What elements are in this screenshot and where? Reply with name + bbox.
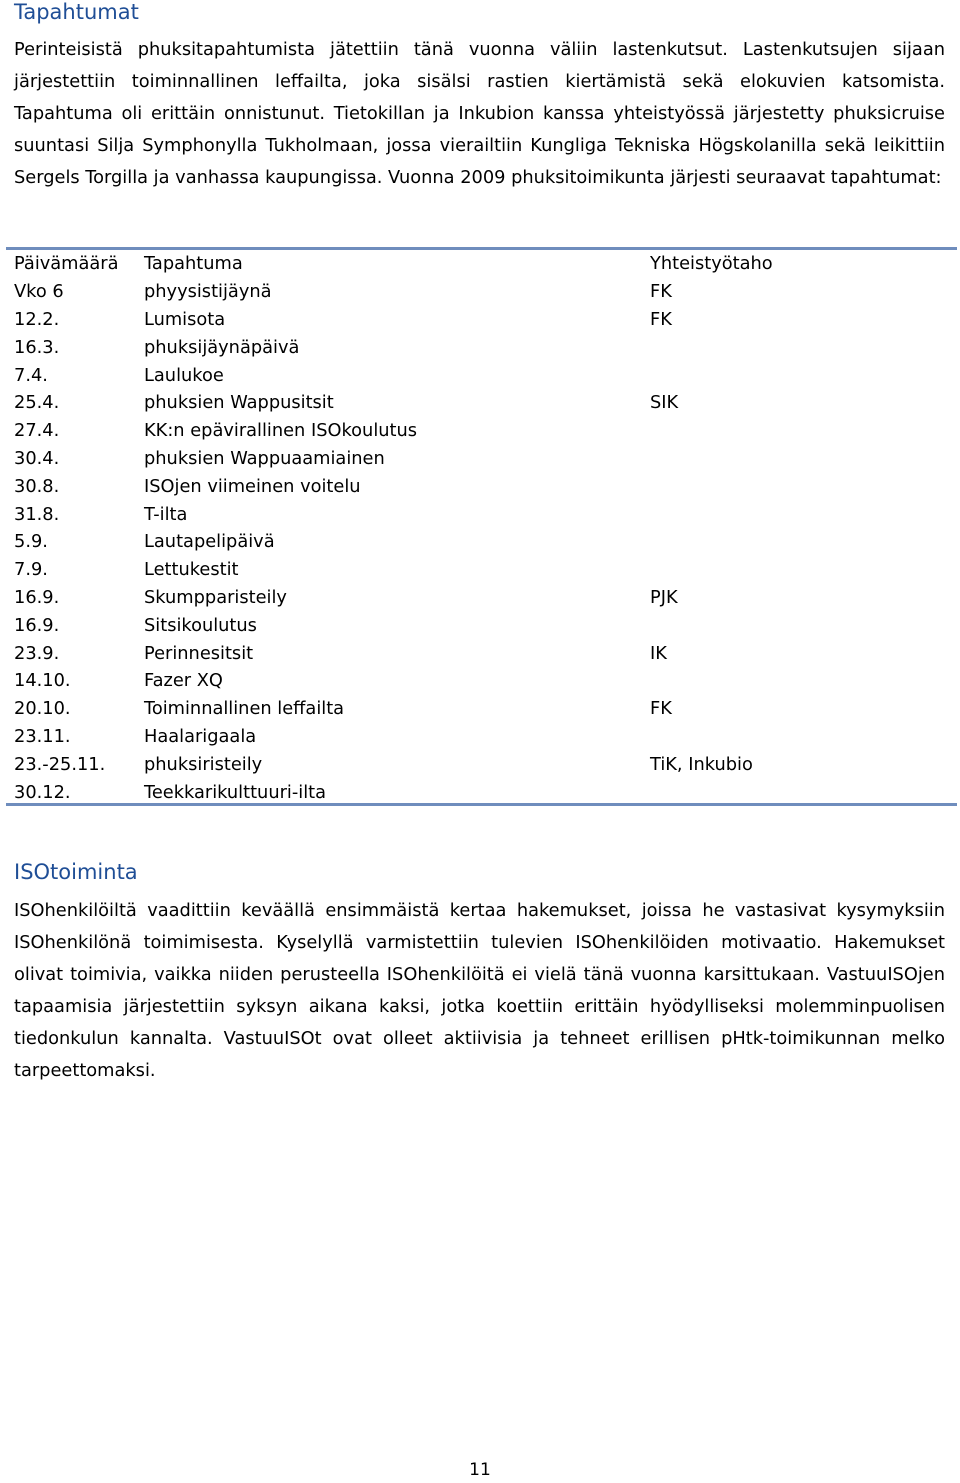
event-partner: PJK xyxy=(650,586,678,608)
event-date: 23.9. xyxy=(14,642,60,664)
event-partner xyxy=(650,417,944,445)
event-partner: SIK xyxy=(650,392,679,414)
table-row xyxy=(14,278,944,306)
table-row xyxy=(14,778,944,806)
table-row xyxy=(14,445,944,473)
event-name: phuksiristeily xyxy=(144,753,263,775)
event-partner xyxy=(650,528,944,556)
table-row xyxy=(14,389,944,417)
table-row xyxy=(14,528,944,556)
event-name: phuksien Wappuaamiainen xyxy=(144,447,385,469)
tapahtumat-paragraph: Perinteisistä phuksitapahtumista jätettiin tänä vuonna väliin lastenkutsut. Lastenkutsujen sijaan järjestettiin toiminnallinen leffailta, joka sisälsi rastien kiertämistä sekä elokuvien katsomista. Tapahtuma oli erittäin onnistunut. Tietokillan ja Inkubion kanssa yhteistyössä järjestetty phuksicruise suuntasi Silja Symphonylla Tukholmaan, jossa vierailtiin Kungliga Tekniska Högskolanilla sekä leikittiin Sergels Torgilla ja vanhassa kaupungissa. Vuonna 2009 phuksitoimikunta järjesti seuraavat tapahtumat: xyxy=(14,39,945,188)
event-partner xyxy=(650,778,944,806)
table-row xyxy=(14,556,944,584)
table-row xyxy=(14,584,944,612)
events-table xyxy=(14,250,944,806)
event-date: 7.4. xyxy=(14,364,48,386)
event-date: 5.9. xyxy=(14,531,48,553)
event-partner xyxy=(650,361,944,389)
event-partner: IK xyxy=(650,642,667,664)
table-row xyxy=(14,695,944,723)
event-partner xyxy=(650,723,944,751)
table-row xyxy=(14,333,944,361)
event-name: Laulukoe xyxy=(144,364,224,386)
event-date: 27.4. xyxy=(14,420,60,442)
table-row xyxy=(14,750,944,778)
event-partner: FK xyxy=(650,308,672,330)
table-row xyxy=(14,500,944,528)
event-name: Haalarigaala xyxy=(144,725,257,747)
event-date: 30.4. xyxy=(14,447,60,469)
event-date: 16.3. xyxy=(14,336,60,358)
event-partner xyxy=(650,472,944,500)
event-partner xyxy=(650,611,944,639)
event-partner: TiK, Inkubio xyxy=(650,753,753,775)
table-header-row xyxy=(14,250,944,278)
event-name: Perinnesitsit xyxy=(144,642,254,664)
event-name: phyysistijäynä xyxy=(144,281,272,303)
event-partner: FK xyxy=(650,698,672,720)
event-name: Toiminnallinen leffailta xyxy=(144,698,345,720)
event-name: Skumpparisteily xyxy=(144,586,287,608)
table-row xyxy=(14,611,944,639)
section-heading-isotoiminta: ISOtoiminta xyxy=(14,860,138,884)
event-partner xyxy=(650,556,944,584)
event-date: 23.-25.11. xyxy=(14,753,106,775)
table-row xyxy=(14,472,944,500)
table-row xyxy=(14,667,944,695)
table-row xyxy=(14,361,944,389)
event-name: Lettukestit xyxy=(144,559,239,581)
event-name: Teekkarikulttuuri-ilta xyxy=(144,781,327,803)
event-name: Lumisota xyxy=(144,308,226,330)
section-heading-tapahtumat: Tapahtumat xyxy=(14,0,139,24)
event-name: phuksien Wappusitsit xyxy=(144,392,334,414)
event-date: 23.11. xyxy=(14,725,71,747)
event-date: Vko 6 xyxy=(14,281,64,303)
event-date: 20.10. xyxy=(14,698,71,720)
event-date: 25.4. xyxy=(14,392,60,414)
event-name: Lautapelipäivä xyxy=(144,531,275,553)
header-date: Päivämäärä xyxy=(14,253,119,275)
header-event: Tapahtuma xyxy=(144,253,243,275)
event-name: T-ilta xyxy=(144,503,188,525)
event-partner xyxy=(650,445,944,473)
event-date: 31.8. xyxy=(14,503,60,525)
event-date: 14.10. xyxy=(14,670,71,692)
table-row xyxy=(14,723,944,751)
table-row xyxy=(14,639,944,667)
event-date: 30.8. xyxy=(14,475,60,497)
event-name: Fazer XQ xyxy=(144,670,223,692)
event-partner xyxy=(650,500,944,528)
table-row xyxy=(14,306,944,334)
isotoiminta-paragraph: ISOhenkilöiltä vaadittiin keväällä ensimmäistä kertaa hakemukset, joissa he vastasivat kysymyksiin ISOhenkilönä toimimisesta. Kyselyllä varmistettiin tulevien ISOhenkilöiden motivaatio. Hakemukset olivat toimivia, vaikka niiden perusteella ISOhenkilöitä ei vielä tänä vuonna karsittukaan. VastuuISOjen tapaamisia järjestettiin syksyn aikana kaksi, jotka koettiin erittäin hyödylliseksi molemminpuolisen tiedonkulun kannalta. VastuuISOt ovat olleet aktiivisia ja tehneet erillisen pHtk-toimikunnan melko tarpeettomaksi. xyxy=(14,900,945,1081)
header-partner: Yhteistyötaho xyxy=(650,253,773,275)
event-date: 12.2. xyxy=(14,308,60,330)
event-name: KK:n epävirallinen ISOkoulutus xyxy=(144,420,418,442)
event-name: ISOjen viimeinen voitelu xyxy=(144,475,361,497)
event-date: 16.9. xyxy=(14,586,60,608)
event-partner xyxy=(650,667,944,695)
event-date: 7.9. xyxy=(14,559,48,581)
event-date: 30.12. xyxy=(14,781,71,803)
event-partner xyxy=(650,333,944,361)
page-number: 11 xyxy=(469,1460,491,1480)
event-name: phuksijäynäpäivä xyxy=(144,336,300,358)
event-date: 16.9. xyxy=(14,614,60,636)
table-bottom-rule xyxy=(6,803,957,806)
events-table-body xyxy=(14,278,944,806)
event-name: Sitsikoulutus xyxy=(144,614,257,636)
table-row xyxy=(14,417,944,445)
event-partner: FK xyxy=(650,281,672,303)
